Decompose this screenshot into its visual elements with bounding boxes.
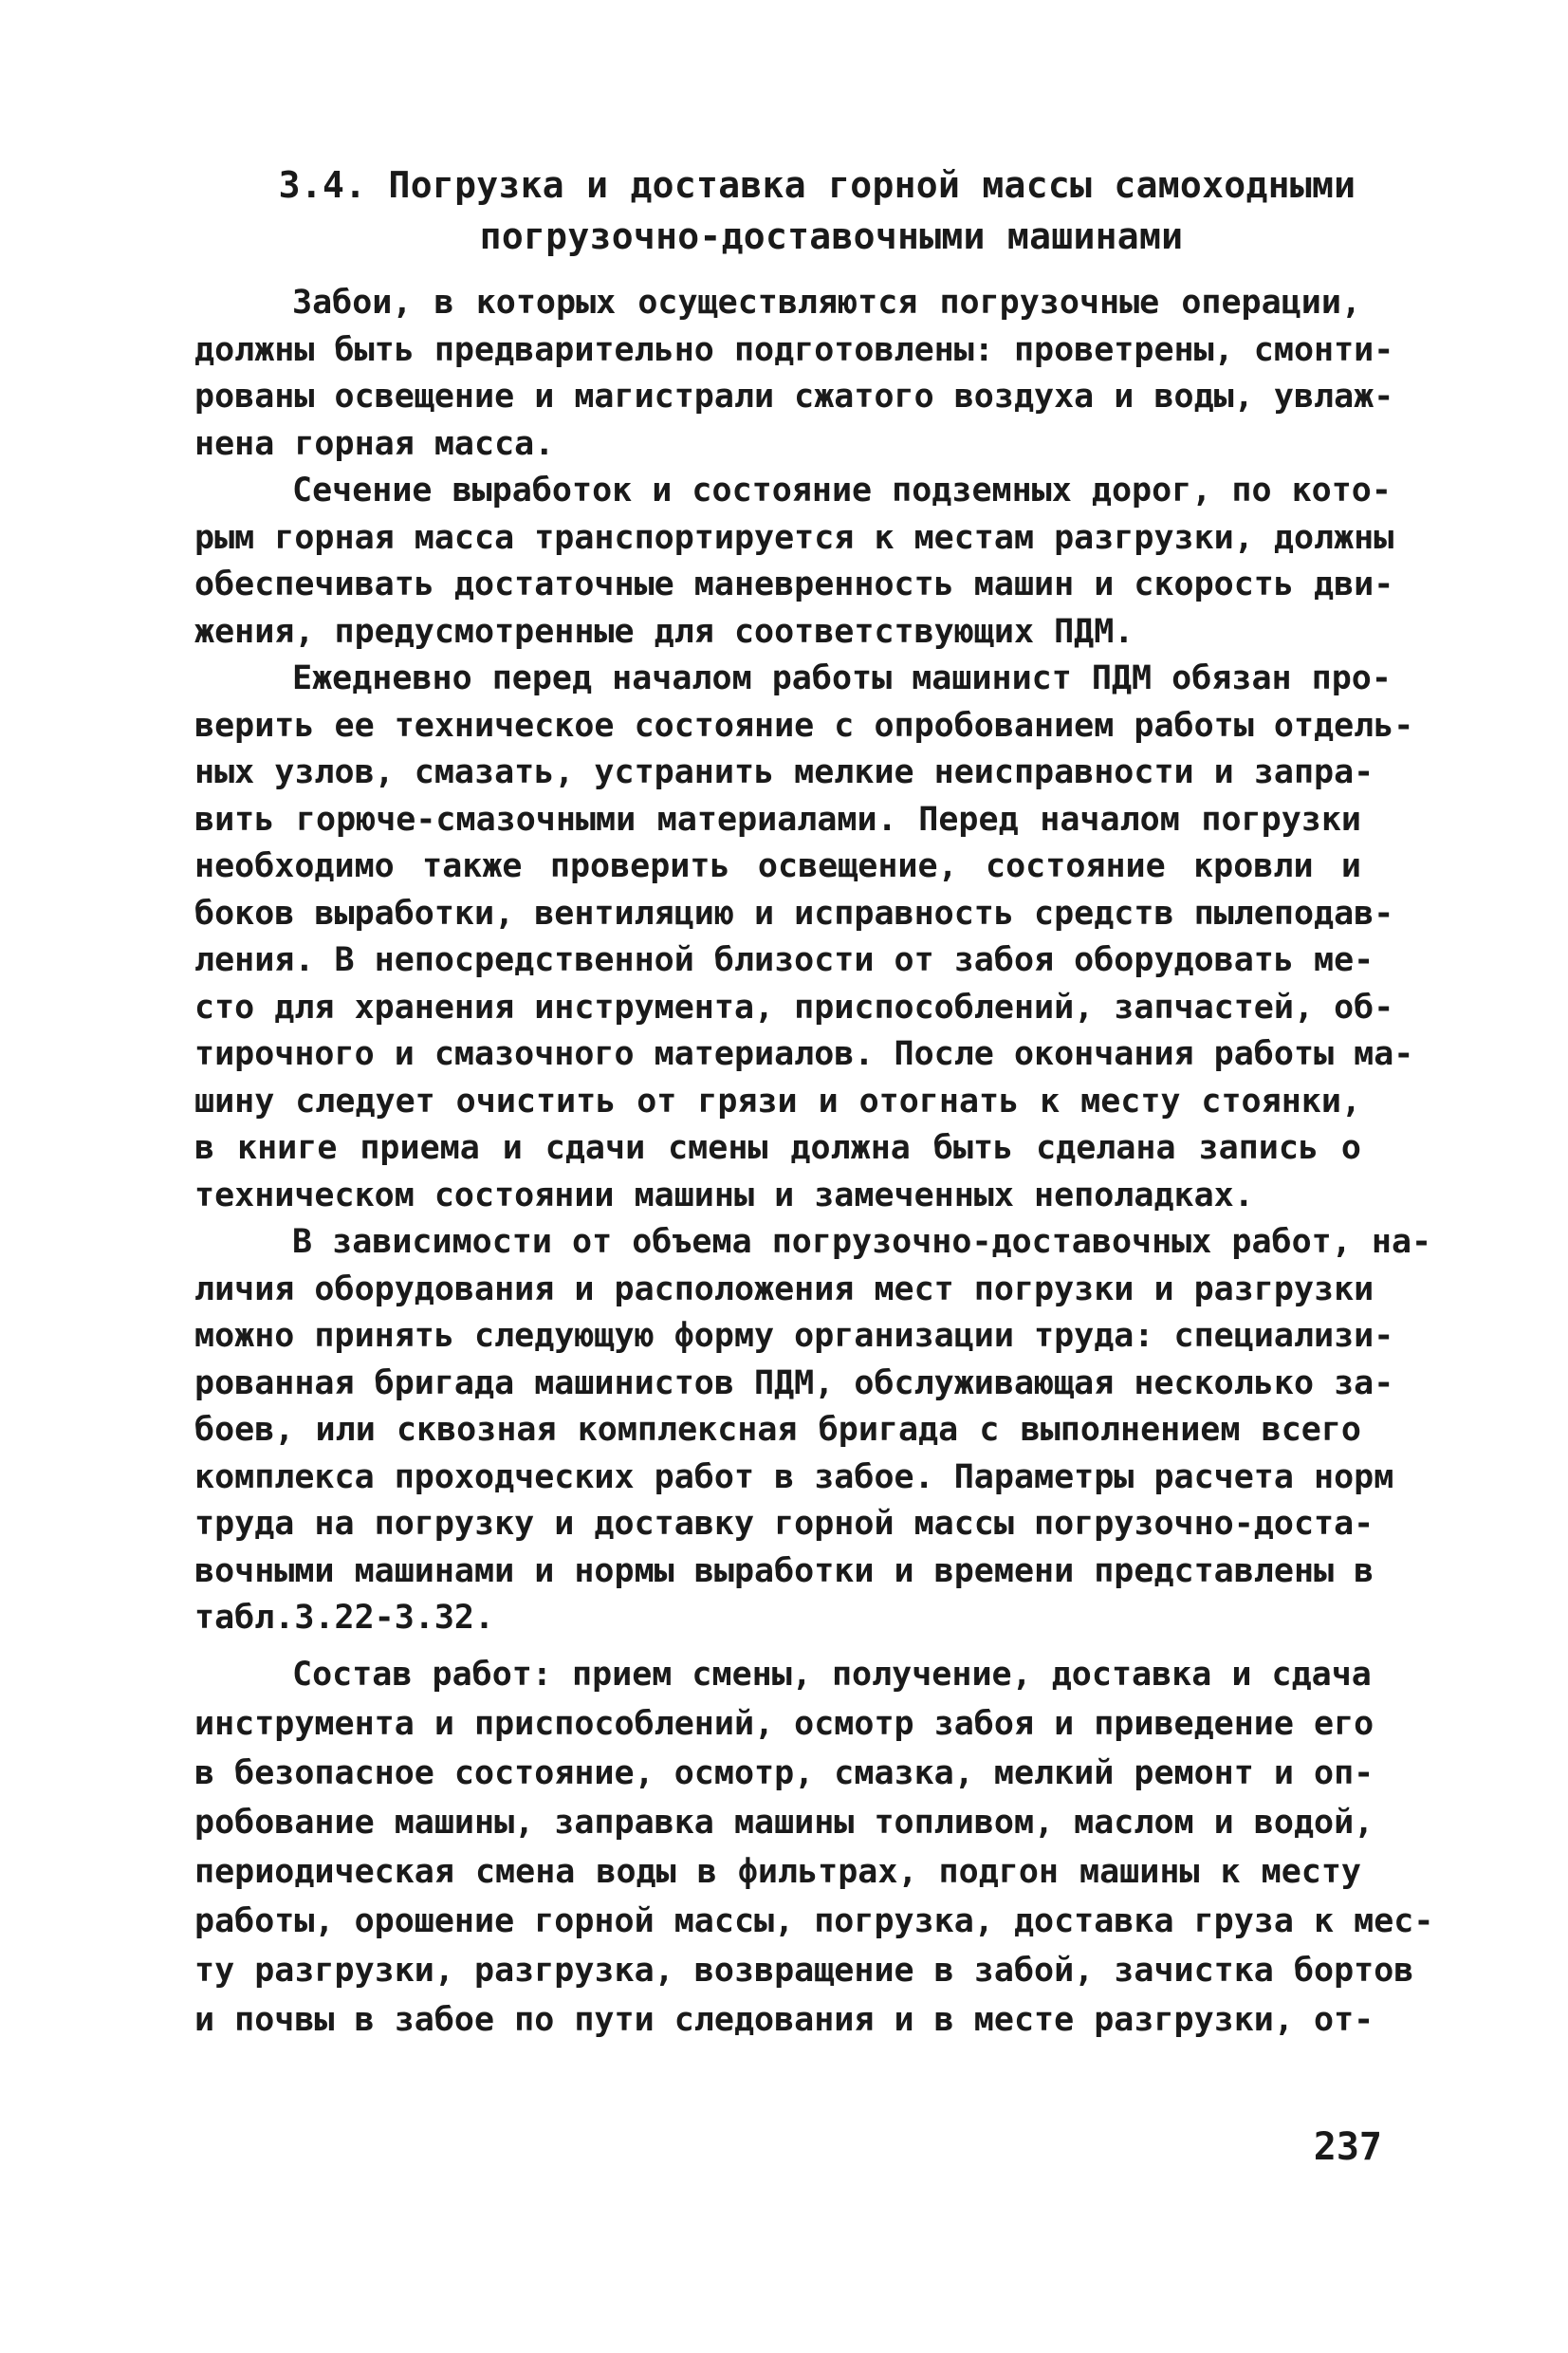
paragraph-line: в книге приема и сдачи смены должна быть сделана запись о (194, 1129, 1361, 1167)
paragraph-line: Ежедневно перед началом работы машинист ПДМ обязан про- (292, 659, 1392, 697)
section-heading-line-2: погрузочно-доставочными машинами (479, 215, 1184, 257)
paragraph-line: боев, или сквозная комплексная бригада с выполнением всего (194, 1411, 1361, 1449)
paragraph-line: работы, орошение горной массы, погрузка, доставка груза к мес- (194, 1901, 1434, 1940)
paragraph-line: личия оборудования и расположения мест погрузки и разгрузки (194, 1269, 1374, 1308)
paragraph-line: верить ее техническое состояние с опробованием работы отдель- (194, 706, 1414, 745)
paragraph-line: робование машины, заправка машины топливом, маслом и водой, (194, 1803, 1374, 1842)
paragraph-line: шину следует очистить от грязи и отогнать к месту стоянки, (194, 1082, 1361, 1121)
paragraph-line: труда на погрузку и доставку горной массы погрузочно-доста- (194, 1505, 1374, 1543)
paragraph-line: необходимо также проверить освещение, состояние кровли и (194, 847, 1361, 885)
paragraph-line: обеспечивать достаточные маневренность машин и скорость дви- (194, 565, 1394, 603)
paragraph-1 (194, 280, 1394, 468)
paragraph-2 (194, 468, 1394, 656)
paragraph-line: комплекса проходческих работ в забое. Параметры расчета норм (194, 1457, 1394, 1496)
paragraph-line: вить горюче-смазочными материалами. Перед началом погрузки (194, 800, 1361, 839)
paragraph-line: техническом состоянии машины и замеченных неполадках. (194, 1176, 1254, 1214)
paragraph-line: должны быть предварительно подготовлены: проветрены, смонти- (194, 330, 1394, 369)
paragraph-5 (194, 1650, 1434, 2045)
section-heading-line-1: 3.4. Погрузка и доставка горной массы самоходными (278, 164, 1356, 206)
paragraph-line: и почвы в забое по пути следования и в месте разгрузки, от- (194, 2000, 1374, 2039)
paragraph-line: сто для хранения инструмента, приспособлений, запчастей, об- (194, 988, 1394, 1027)
paragraph-line: рым горная масса транспортируется к местам разгрузки, должны (194, 518, 1394, 557)
paragraph-line: вочными машинами и нормы выработки и времени представлены в (194, 1551, 1374, 1590)
paragraph-line: Состав работ: прием смены, получение, доставка и сдача (292, 1655, 1372, 1694)
paragraph-line: периодическая смена воды в фильтрах, подгон машины к месту (194, 1852, 1361, 1891)
paragraph-line: можно принять следующую форму организации труда: специализи- (194, 1317, 1394, 1355)
paragraph-line: Сечение выработок и состояние подземных дорог, по кото- (292, 472, 1392, 510)
paragraph-line: рованная бригада машинистов ПДМ, обслуживающая несколько за- (194, 1363, 1394, 1402)
section-heading (0, 159, 1568, 262)
paragraph-4 (194, 1219, 1432, 1642)
body-text (194, 280, 1434, 2045)
paragraph-line: ту разгрузки, разгрузка, возвращение в забой, зачистка бортов (194, 1951, 1414, 1990)
page-number: 237 (1313, 2125, 1382, 2169)
paragraph-line: табл.3.22-3.32. (194, 1599, 495, 1637)
paragraph-line: рованы освещение и магистрали сжатого воздуха и воды, увлаж- (194, 378, 1394, 416)
paragraph-line: В зависимости от объема погрузочно-доставочных работ, на- (292, 1223, 1432, 1261)
paragraph-line: Забои, в которых осуществляются погрузочные операции, (292, 284, 1361, 322)
paragraph-line: инструмента и приспособлений, осмотр забоя и приведение его (194, 1704, 1374, 1743)
paragraph-line: боков выработки, вентиляцию и исправность средств пылеподав- (194, 894, 1394, 933)
paragraph-line: ления. В непосредственной близости от забоя оборудовать ме- (194, 941, 1374, 979)
paragraph-line: в безопасное состояние, осмотр, смазка, мелкий ремонт и оп- (194, 1753, 1374, 1792)
paragraph-line: жения, предусмотренные для соответствующих ПДМ. (194, 612, 1134, 651)
paragraph-line: тирочного и смазочного материалов. После окончания работы ма- (194, 1035, 1414, 1073)
paragraph-3 (194, 656, 1414, 1219)
paragraph-line: ных узлов, смазать, устранить мелкие неисправности и запра- (194, 753, 1374, 791)
paragraph-line: нена горная масса. (194, 424, 555, 463)
